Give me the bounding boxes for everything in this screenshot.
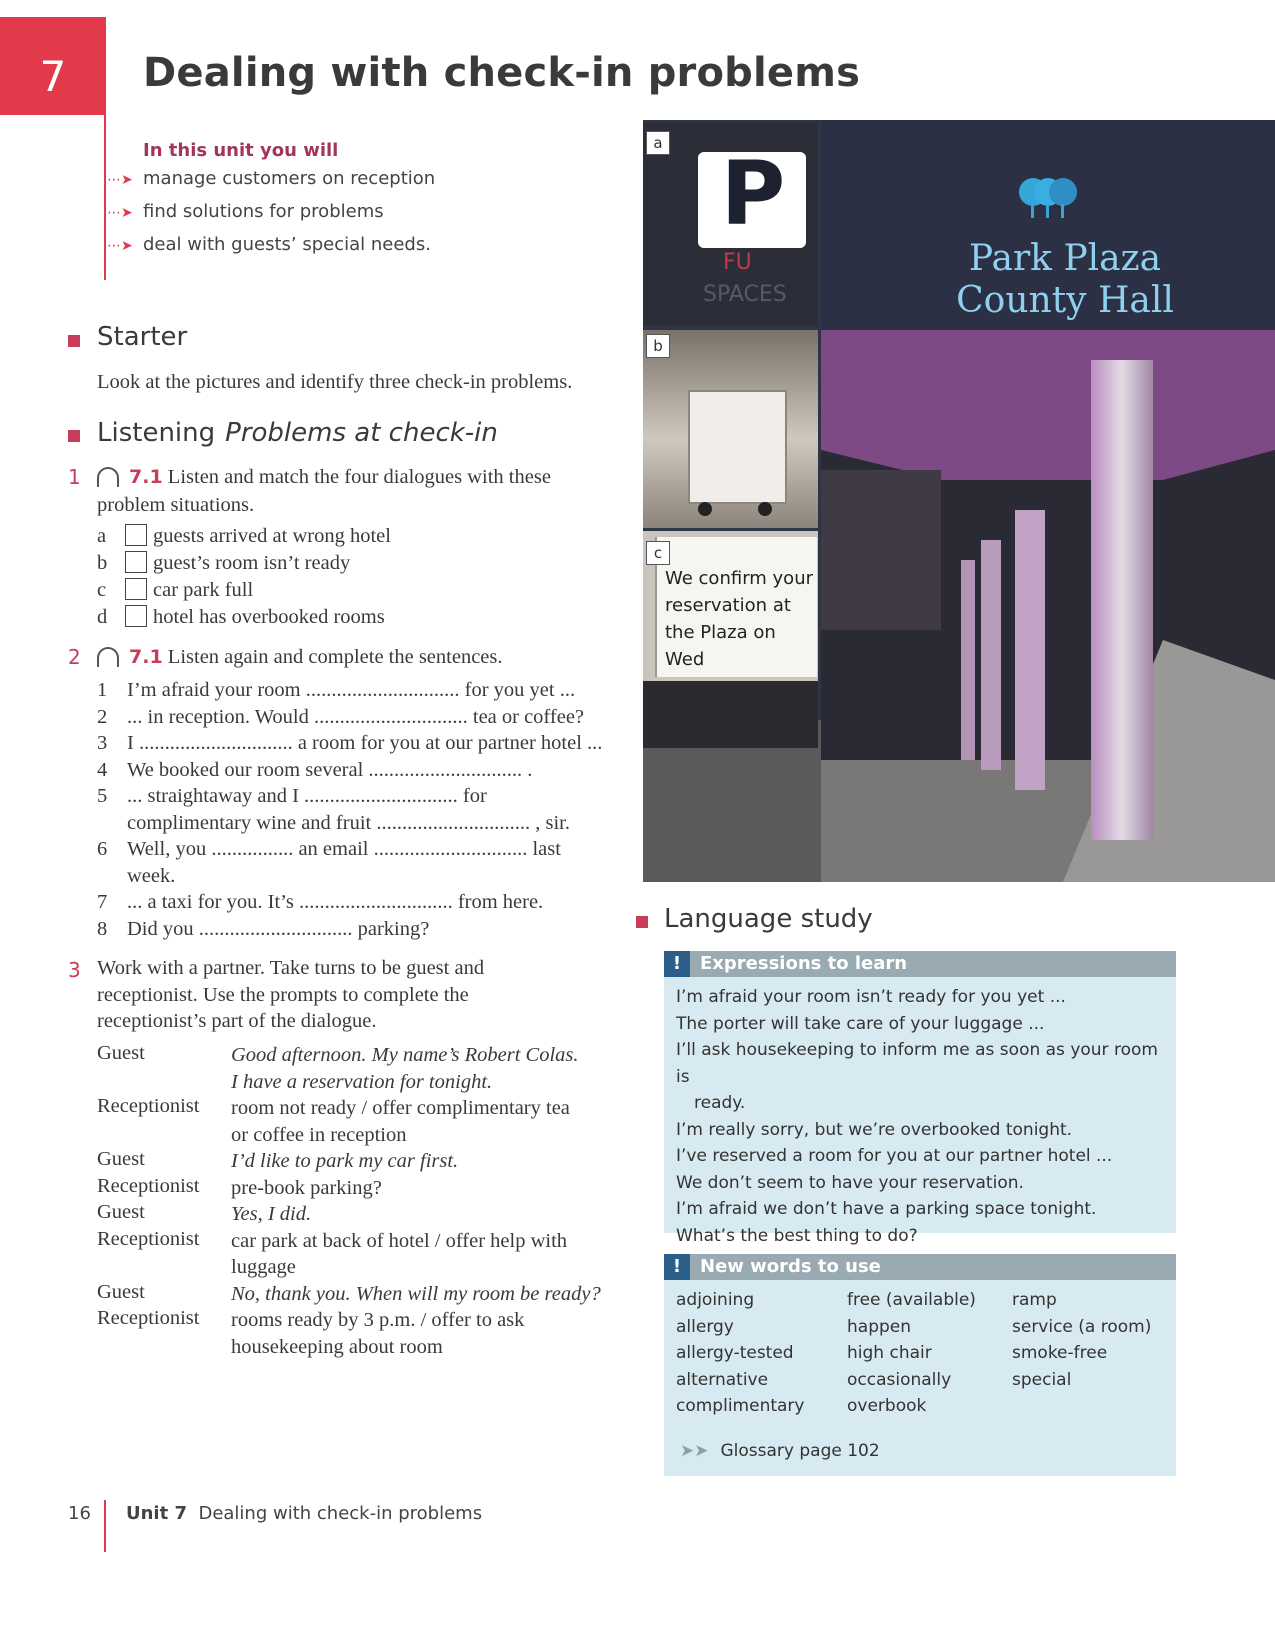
objective-item: ⋯➤ manage customers on reception bbox=[107, 168, 436, 189]
section-bullet bbox=[68, 335, 80, 347]
divider bbox=[104, 115, 106, 280]
dialogue bbox=[97, 1042, 627, 1360]
question-number: 2 bbox=[68, 645, 81, 669]
question-number: 3 bbox=[68, 958, 81, 982]
cart-wheel bbox=[698, 502, 712, 516]
glossary-link[interactable]: ➤➤ Glossary page 102 bbox=[680, 1441, 880, 1461]
housekeeping-cart-photo bbox=[643, 330, 818, 528]
checkbox[interactable] bbox=[125, 605, 147, 627]
choice-item: d hotel has overbooked rooms bbox=[97, 606, 385, 628]
objective-item: ⋯➤ deal with guests’ special needs. bbox=[107, 234, 431, 255]
headphones-icon bbox=[97, 467, 119, 487]
page-title: Dealing with check-in problems bbox=[143, 50, 861, 96]
arrow-icon: ➤➤ bbox=[680, 1441, 709, 1461]
section-bullet bbox=[68, 430, 80, 442]
section-bullet bbox=[636, 916, 648, 928]
sentence-item: 6 Well, you ................ an email .............................. last week. bbox=[97, 838, 561, 887]
sentence-item: 1 I’m afraid your room .............................. for you yet ... bbox=[97, 679, 576, 701]
track-number: 7.1 bbox=[129, 466, 163, 488]
sentence-item: 4 We booked our room several .............................. . bbox=[97, 758, 533, 781]
footer-divider bbox=[104, 1500, 106, 1552]
cart bbox=[688, 390, 787, 504]
question-number: 1 bbox=[68, 465, 81, 489]
checkbox[interactable] bbox=[125, 524, 147, 546]
headphones-icon bbox=[97, 647, 119, 667]
arrow-icon: ⋯➤ bbox=[107, 172, 133, 188]
expressions-list: I’m afraid your room isn’t ready for you yet ... The porter will take care of your luggage ... I’ll ask housekeeping to inform me as soon as your room is ready. I’m really sorry, but we’re overbooked tonight. I’ve reserved a room for you at our partner hotel ... We don’t seem to have your reservation. I’m afraid we don’t have a parking space tonight. What’s the best thing to do? bbox=[676, 987, 1158, 1246]
arrow-icon: ⋯➤ bbox=[107, 205, 133, 221]
checkbox[interactable] bbox=[125, 551, 147, 573]
arrow-icon: ⋯➤ bbox=[107, 238, 133, 254]
dialogue-row: Guest I’d like to park my car first. bbox=[97, 1148, 459, 1172]
sentence-list bbox=[97, 677, 622, 942]
sentence-item: 3 I .............................. a room for you at our partner hotel ... bbox=[97, 732, 603, 754]
exclamation-icon: ! bbox=[664, 1254, 690, 1280]
objectives-heading: In this unit you will bbox=[143, 140, 339, 161]
listening-heading: Listening Problems at check-in bbox=[97, 418, 498, 448]
cart-wheel bbox=[758, 502, 772, 516]
dialogue-row: Guest Yes, I did. bbox=[97, 1201, 312, 1225]
photo-label: a bbox=[646, 131, 670, 155]
photo-label: b bbox=[646, 334, 670, 358]
dialogue-table bbox=[97, 1042, 601, 1360]
exclamation-icon: ! bbox=[664, 951, 690, 977]
choice-item: a guests arrived at wrong hotel bbox=[97, 525, 391, 547]
parking-letter: P bbox=[720, 142, 786, 245]
footer-title: Unit 7 Dealing with check-in problems bbox=[126, 1503, 483, 1524]
dialogue-row: Receptionist room not ready / offer complimentary tea or coffee in reception bbox=[97, 1095, 570, 1146]
language-study-heading: Language study bbox=[664, 904, 873, 934]
words-column: adjoining allergy allergy-tested alternative complimentary bbox=[676, 1290, 805, 1416]
dialogue-row: Receptionist pre-book parking? bbox=[97, 1174, 382, 1199]
dialogue-row: Guest Good afternoon. My name’s Robert Colas. I have a reservation for tonight. bbox=[97, 1042, 579, 1093]
choice-item: b guest’s room isn’t ready bbox=[97, 552, 351, 574]
sentence-item: 5 ... straightaway and I .............................. for complimentary wine and fruit .............................. , sir. bbox=[97, 785, 570, 834]
expressions-heading: ! Expressions to learn bbox=[664, 951, 1176, 977]
words-column: free (available) happen high chair occasionally overbook bbox=[847, 1290, 976, 1416]
photo-label: c bbox=[646, 541, 670, 565]
sign-text: SPACES bbox=[703, 282, 787, 307]
sentence-item: 8 Did you .............................. parking? bbox=[97, 917, 430, 940]
starter-text: Look at the pictures and identify three check-in problems. bbox=[97, 371, 573, 393]
hotel-sign: Park Plaza County Hall bbox=[956, 238, 1174, 321]
dialogue-row: Guest No, thank you. When will my room be ready? bbox=[97, 1280, 601, 1305]
choice-list bbox=[97, 524, 391, 632]
sentence-item: 2 ... in reception. Would .............................. tea or coffee? bbox=[97, 705, 585, 728]
track-number: 7.1 bbox=[129, 646, 163, 668]
words-column: ramp service (a room) smoke-free special bbox=[1012, 1290, 1152, 1390]
photo-shadow bbox=[643, 681, 818, 748]
page-number: 16 bbox=[68, 1503, 91, 1524]
checkbox[interactable] bbox=[125, 578, 147, 600]
question-2: 7.1 Listen again and complete the sentences. bbox=[97, 643, 503, 671]
starter-heading: Starter bbox=[97, 322, 188, 352]
objective-item: ⋯➤ find solutions for problems bbox=[107, 201, 384, 222]
note-text: We confirm your reservation at the Plaza on Wed bbox=[665, 568, 814, 670]
sign-text: FU bbox=[723, 250, 752, 275]
dialogue-row: Receptionist car park at back of hotel / offer help with luggage bbox=[97, 1227, 568, 1278]
listening-subheading: Problems at check-in bbox=[225, 418, 498, 448]
dialogue-row: Receptionist rooms ready by 3 p.m. / offer to ask housekeeping about room bbox=[97, 1307, 525, 1358]
question-3: Work with a partner. Take turns to be guest and receptionist. Use the prompts to complete the receptionist’s part of the dialogue. bbox=[97, 957, 485, 1032]
unit-number: 7 bbox=[39, 52, 67, 101]
sentence-item: 7 ... a taxi for you. It’s .............................. from here. bbox=[97, 891, 544, 913]
new-words-heading: ! New words to use bbox=[664, 1254, 1176, 1280]
question-1: 7.1 Listen and match the four dialogues with these problem situations. bbox=[97, 466, 551, 516]
choice-item: c car park full bbox=[97, 579, 254, 601]
